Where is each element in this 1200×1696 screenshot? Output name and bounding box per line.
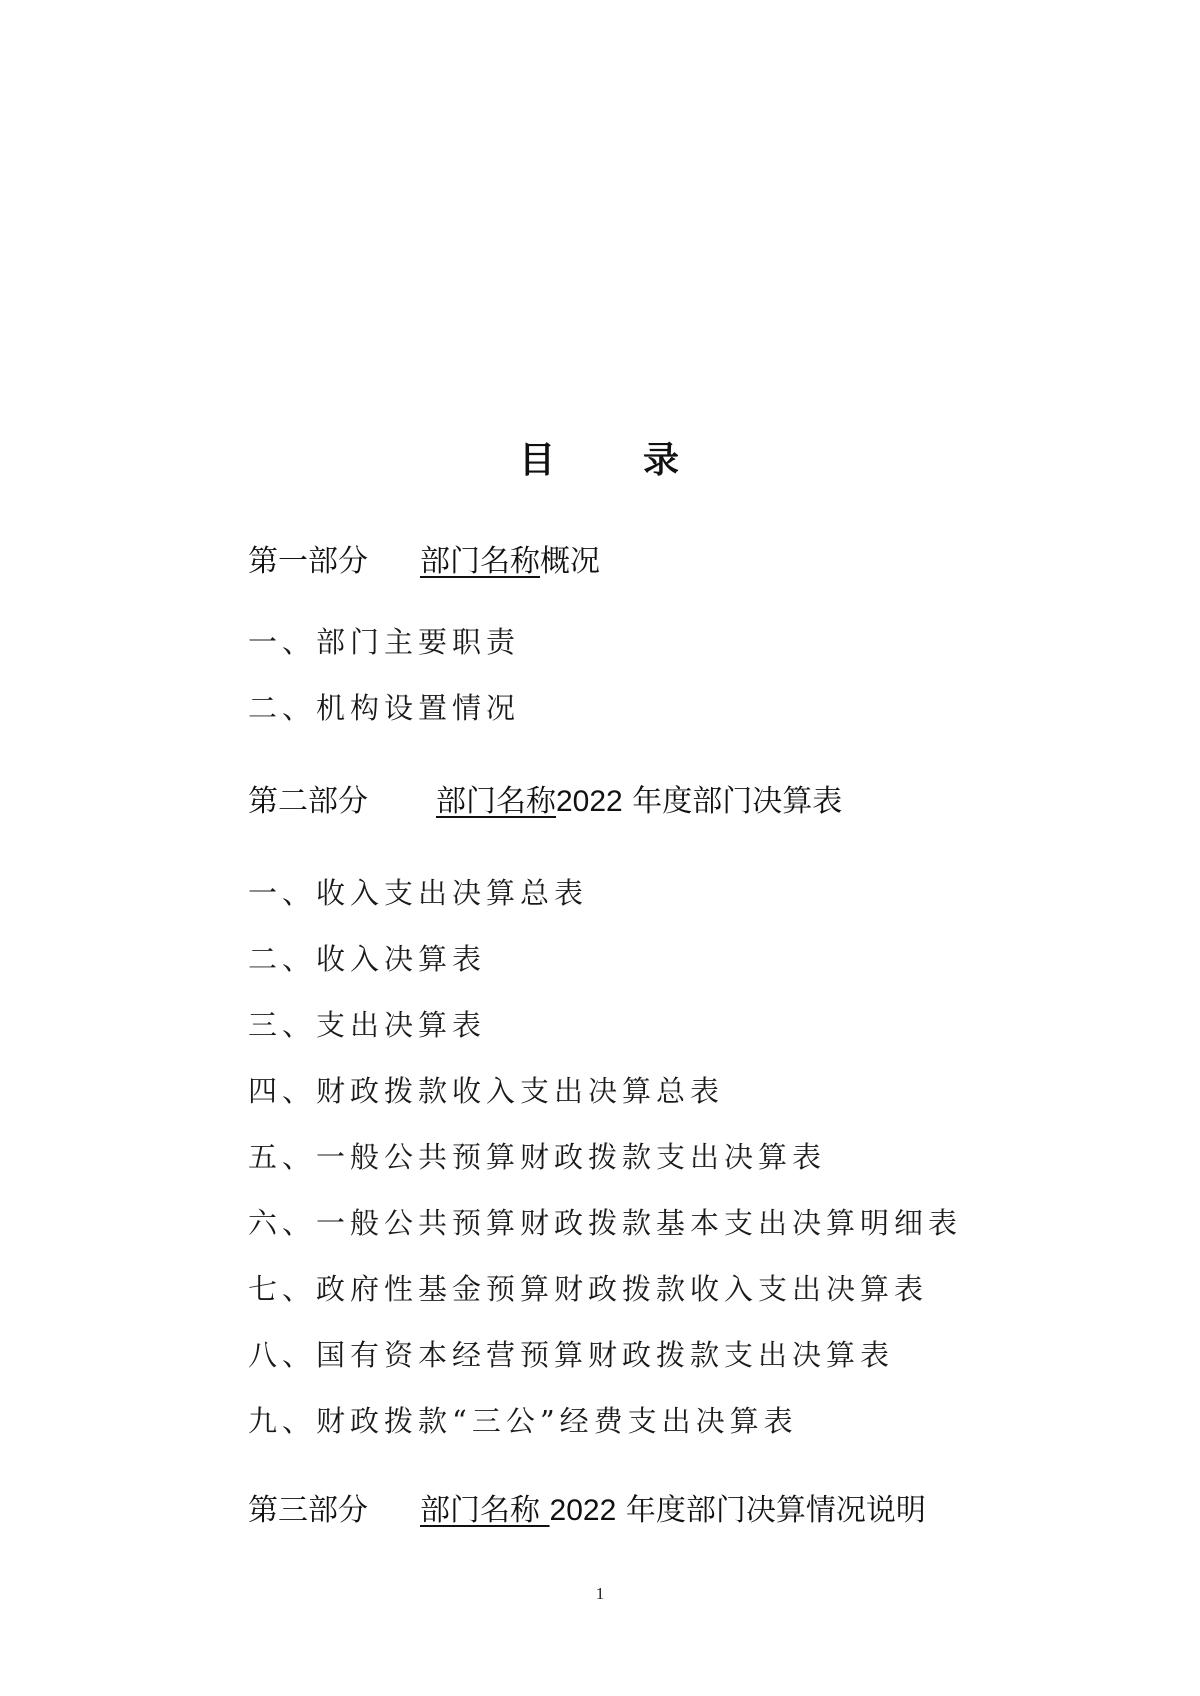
part1-label: 第一部分	[248, 544, 368, 579]
part2-item-9: 九、财政拨款“三公”经费支出决算表	[248, 1404, 798, 1438]
part2-year: 2022	[556, 785, 623, 818]
part1-department-name: 部门名称	[420, 544, 540, 579]
part2-item-2: 二、收入决算表	[248, 942, 487, 976]
part2-department-name: 部门名称	[436, 784, 556, 819]
part2-item-3: 三、支出决算表	[248, 1008, 487, 1042]
part2-item-6: 六、一般公共预算财政拨款基本支出决算明细表	[248, 1206, 963, 1240]
part2-item-7: 七、政府性基金预算财政拨款收入支出决算表	[248, 1272, 929, 1306]
page-number: 1	[595, 1584, 605, 1603]
part3-suffix: 2022 年度部门决算情况说明	[549, 1493, 926, 1528]
part2-heading	[248, 782, 842, 822]
part1-suffix: 概况	[540, 544, 600, 579]
part1-item-2: 二、机构设置情况	[248, 691, 521, 725]
part2-item-8: 八、国有资本经营预算财政拨款支出决算表	[248, 1338, 895, 1372]
part2-item-5: 五、一般公共预算财政拨款支出决算表	[248, 1140, 827, 1174]
toc-title	[0, 432, 1200, 483]
part3-department-name: 部门名称	[420, 1493, 540, 1528]
part2-item-1: 一、收入支出决算总表	[248, 876, 589, 910]
part2-item-4: 四、财政拨款收入支出决算总表	[248, 1074, 725, 1108]
toc-title-char-1: 目	[518, 439, 557, 481]
toc-title-char-2: 录	[643, 439, 682, 481]
part2-suffix: 2022 年度部门决算表	[556, 784, 843, 819]
part1-heading	[248, 542, 600, 582]
part1-item-1: 一、部门主要职责	[248, 625, 521, 659]
part3-label: 第三部分	[248, 1493, 368, 1528]
part3-year: 2022	[549, 1494, 617, 1527]
part3-heading	[248, 1491, 926, 1531]
part2-label: 第二部分	[248, 784, 368, 819]
